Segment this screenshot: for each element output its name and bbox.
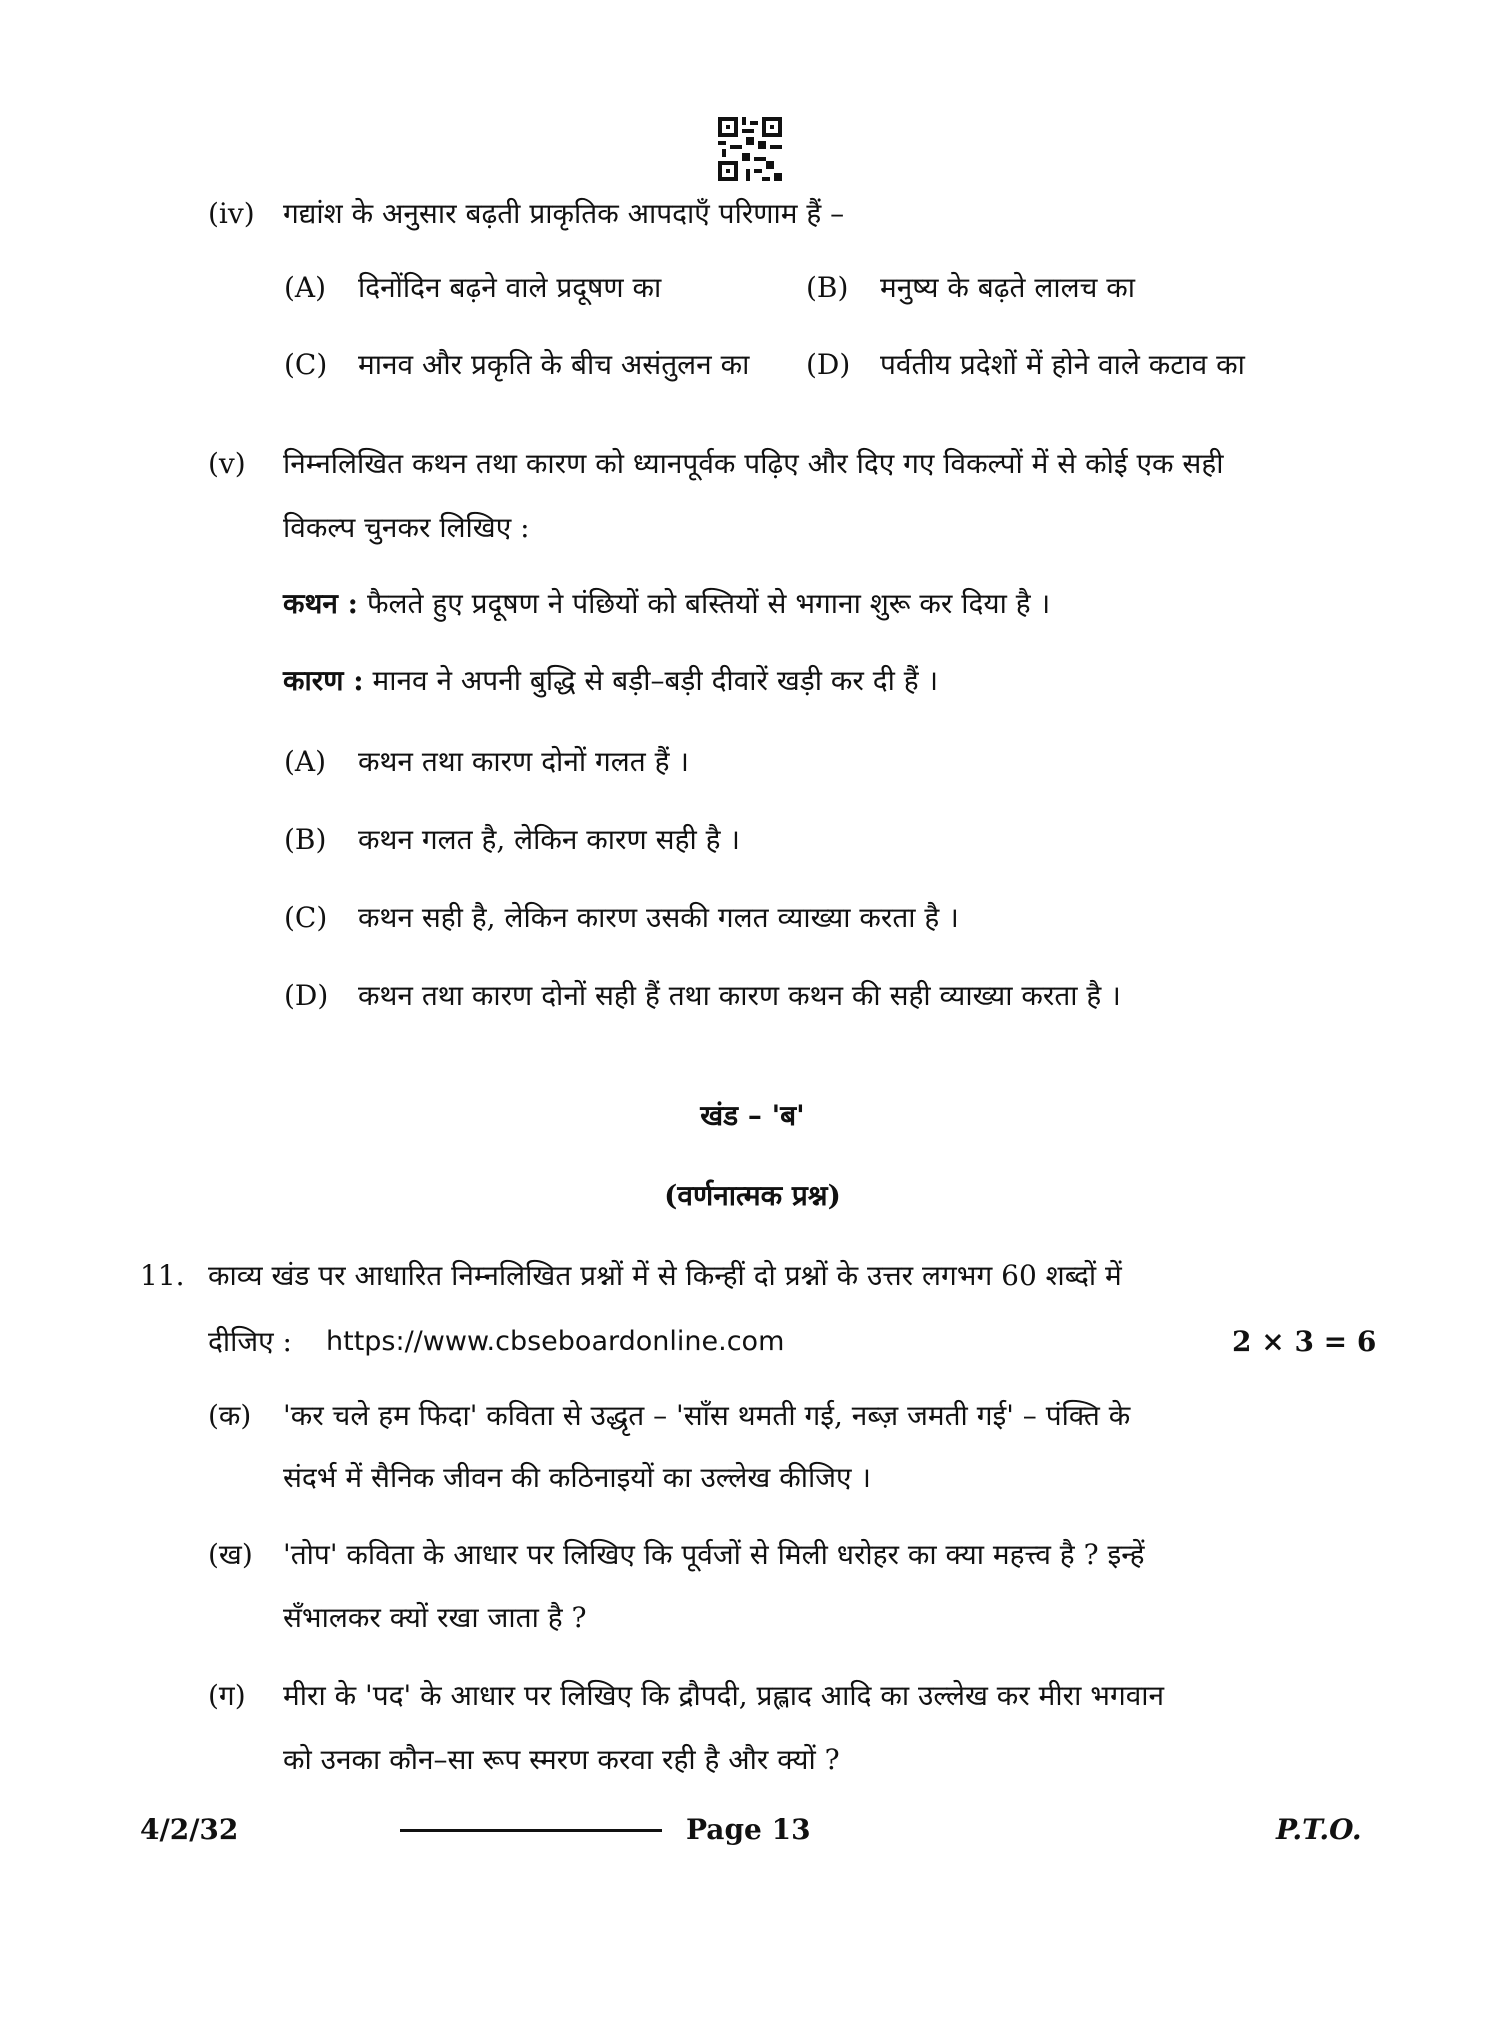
question-text: गद्यांश के अनुसार बढ़ती प्राकृतिक आपदाएँ परिणाम हैं – [283,197,845,230]
assertion [283,586,1050,622]
option-label: (A) [284,745,327,778]
option-label: (A) [284,271,327,304]
option-label: (D) [806,348,851,381]
option-text: कथन सही है, लेकिन कारण उसकी गलत व्याख्या करता है । [358,901,959,934]
question-number: (iv) [208,197,255,230]
page-number: Page 13 [686,1813,811,1846]
part-text-line2: सँभालकर क्यों रखा जाता है ? [283,1601,587,1634]
part-text-line2: संदर्भ में सैनिक जीवन की कठिनाइयों का उल्लेख कीजिए । [283,1461,871,1494]
reason-label: कारण : [283,664,364,697]
option-text: कथन गलत है, लेकिन कारण सही है । [358,823,740,856]
part-label: (ग) [208,1679,246,1712]
option-text: कथन तथा कारण दोनों सही हैं तथा कारण कथन की सही व्याख्या करता है । [358,979,1121,1012]
section-title: खंड – 'ब' [700,1099,805,1132]
question-text-line1: काव्य खंड पर आधारित निम्नलिखित प्रश्नों में से किन्हीं दो प्रश्नों के उत्तर लगभग 60 शब्दों में [208,1259,1122,1292]
assertion-label: कथन : [283,587,359,620]
marks: 2 × 3 = 6 [1232,1325,1377,1358]
footer-rule [400,1829,662,1832]
question-number: 11. [140,1259,185,1292]
question-text-line2: दीजिए : [208,1325,292,1358]
option-label: (D) [284,979,329,1012]
part-label: (क) [208,1399,252,1432]
qr-code [718,116,782,182]
option-label: (C) [284,901,328,934]
reason-text: मानव ने अपनी बुद्धि से बड़ी–बड़ी दीवारें खड़ी कर दी हैं । [372,664,939,697]
option-label: (C) [284,348,328,381]
section-subtitle: (वर्णनात्मक प्रश्न) [664,1179,841,1212]
part-label: (ख) [208,1538,253,1571]
website-url: https://www.cbseboardonline.com [326,1326,785,1357]
option-label: (B) [284,823,327,856]
reason [283,663,938,699]
question-number: (v) [208,447,246,480]
part-text-line1: 'तोप' कविता के आधार पर लिखिए कि पूर्वजों से मिली धरोहर का क्या महत्त्व है ? इन्हें [283,1538,1145,1571]
pto-label: P.T.O. [1276,1813,1362,1846]
paper-code: 4/2/32 [140,1813,239,1846]
part-text-line2: को उनका कौन–सा रूप स्मरण करवा रही है और क्यों ? [283,1743,840,1776]
part-text-line1: मीरा के 'पद' के आधार पर लिखिए कि द्रौपदी, प्रह्लाद आदि का उल्लेख कर मीरा भगवान [283,1679,1165,1712]
option-text: मनुष्य के बढ़ते लालच का [880,271,1136,304]
part-text-line1: 'कर चले हम फिदा' कविता से उद्धृत – 'साँस थमती गई, नब्ज़ जमती गई' – पंक्ति के [283,1399,1131,1432]
option-text: पर्वतीय प्रदेशों में होने वाले कटाव का [880,348,1245,381]
question-text-line2: विकल्प चुनकर लिखिए : [283,511,530,544]
option-text: मानव और प्रकृति के बीच असंतुलन का [358,348,750,381]
option-text: कथन तथा कारण दोनों गलत हैं । [358,745,689,778]
option-text: दिनोंदिन बढ़ने वाले प्रदूषण का [358,271,662,304]
assertion-text: फैलते हुए प्रदूषण ने पंछियों को बस्तियों से भगाना शुरू कर दिया है । [366,587,1051,620]
option-label: (B) [806,271,849,304]
question-text-line1: निम्नलिखित कथन तथा कारण को ध्यानपूर्वक पढ़िए और दिए गए विकल्पों में से कोई एक सही [283,447,1224,480]
